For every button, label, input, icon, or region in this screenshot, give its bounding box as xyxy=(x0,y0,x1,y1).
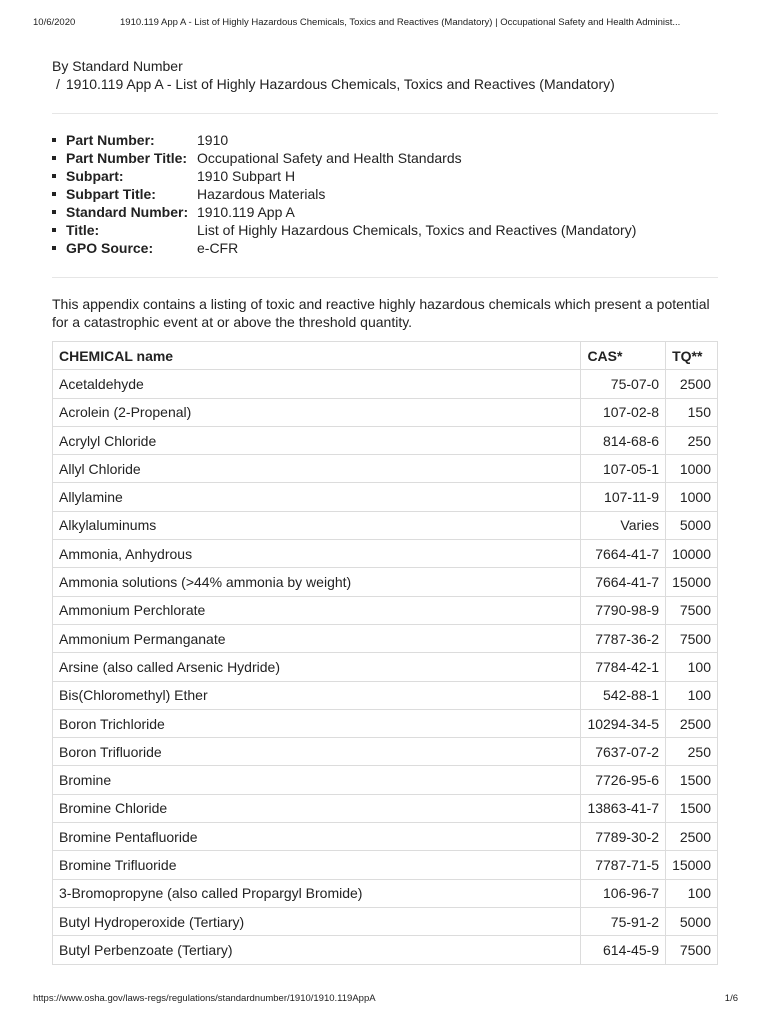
cas-number-cell: 75-91-2 xyxy=(581,907,666,935)
threshold-quantity-cell: 15000 xyxy=(666,851,718,879)
metadata-value: 1910 xyxy=(197,132,229,148)
chemical-name-cell: Boron Trichloride xyxy=(53,709,581,737)
cas-number-cell: 814-68-6 xyxy=(581,426,666,454)
cas-number-cell: 106-96-7 xyxy=(581,879,666,907)
table-row xyxy=(53,709,718,737)
cas-number-cell: 614-45-9 xyxy=(581,936,666,964)
cas-number-cell: 107-05-1 xyxy=(581,455,666,483)
metadata-value: 1910 Subpart H xyxy=(197,168,296,184)
chemical-name-cell: Ammonium Permanganate xyxy=(53,624,581,652)
cas-number-cell: 7664-41-7 xyxy=(581,568,666,596)
table-row xyxy=(53,823,718,851)
table-row xyxy=(53,398,718,426)
table-row xyxy=(53,681,718,709)
table-row xyxy=(53,596,718,624)
chemicals-table xyxy=(52,341,718,965)
table-row xyxy=(53,455,718,483)
threshold-quantity-cell: 100 xyxy=(666,879,718,907)
chemical-name-cell: Butyl Hydroperoxide (Tertiary) xyxy=(53,907,581,935)
bullet-icon xyxy=(52,138,66,142)
threshold-quantity-cell: 100 xyxy=(666,653,718,681)
chemical-name-cell: Butyl Perbenzoate (Tertiary) xyxy=(53,936,581,964)
threshold-quantity-cell: 10000 xyxy=(666,540,718,568)
metadata-item xyxy=(52,203,636,221)
table-row xyxy=(53,936,718,964)
table-row xyxy=(53,624,718,652)
chemical-name-cell: Bromine Trifluoride xyxy=(53,851,581,879)
threshold-quantity-cell: 1500 xyxy=(666,794,718,822)
cas-number-cell: 7726-95-6 xyxy=(581,766,666,794)
metadata-label: Subpart: xyxy=(66,168,124,184)
bullet-icon xyxy=(52,228,66,232)
chemical-name-cell: Bromine Pentafluoride xyxy=(53,823,581,851)
threshold-quantity-cell: 250 xyxy=(666,426,718,454)
metadata-value: 1910.119 App A xyxy=(197,204,295,220)
threshold-quantity-cell: 250 xyxy=(666,738,718,766)
standard-metadata-list xyxy=(52,131,636,257)
threshold-quantity-cell: 7500 xyxy=(666,936,718,964)
cas-number-cell: 7789-30-2 xyxy=(581,823,666,851)
cas-number-cell: 542-88-1 xyxy=(581,681,666,709)
cas-number-cell: 7664-41-7 xyxy=(581,540,666,568)
threshold-quantity-cell: 2500 xyxy=(666,823,718,851)
table-row xyxy=(53,653,718,681)
breadcrumb xyxy=(52,57,615,93)
threshold-quantity-cell: 7500 xyxy=(666,624,718,652)
chemical-name-cell: Acrylyl Chloride xyxy=(53,426,581,454)
chemical-name-cell: Bromine xyxy=(53,766,581,794)
metadata-item xyxy=(52,167,636,185)
chemical-name-cell: Ammonium Perchlorate xyxy=(53,596,581,624)
threshold-quantity-cell: 5000 xyxy=(666,511,718,539)
chemical-name-cell: Boron Trifluoride xyxy=(53,738,581,766)
metadata-value: Occupational Safety and Health Standards xyxy=(197,150,462,166)
threshold-quantity-cell: 1000 xyxy=(666,455,718,483)
chemical-name-cell: Acrolein (2-Propenal) xyxy=(53,398,581,426)
bullet-icon xyxy=(52,246,66,250)
chemical-name-cell: Allyl Chloride xyxy=(53,455,581,483)
threshold-quantity-cell: 7500 xyxy=(666,596,718,624)
table-row xyxy=(53,370,718,398)
table-header-row xyxy=(53,342,718,370)
column-header-tq: TQ** xyxy=(666,342,718,370)
bullet-icon xyxy=(52,174,66,178)
print-date: 10/6/2020 xyxy=(33,17,76,28)
metadata-label: Title: xyxy=(66,222,100,238)
table-row xyxy=(53,879,718,907)
table-row xyxy=(53,851,718,879)
cas-number-cell: 10294-34-5 xyxy=(581,709,666,737)
chemical-name-cell: Ammonia, Anhydrous xyxy=(53,540,581,568)
chemical-name-cell: Arsine (also called Arsenic Hydride) xyxy=(53,653,581,681)
cas-number-cell: 7787-36-2 xyxy=(581,624,666,652)
threshold-quantity-cell: 2500 xyxy=(666,370,718,398)
metadata-label: Subpart Title: xyxy=(66,186,156,202)
table-row xyxy=(53,766,718,794)
threshold-quantity-cell: 15000 xyxy=(666,568,718,596)
metadata-item xyxy=(52,149,636,167)
cas-number-cell: 107-02-8 xyxy=(581,398,666,426)
threshold-quantity-cell: 5000 xyxy=(666,907,718,935)
cas-number-cell: Varies xyxy=(581,511,666,539)
threshold-quantity-cell: 2500 xyxy=(666,709,718,737)
chemical-name-cell: Alkylaluminums xyxy=(53,511,581,539)
breadcrumb-parent-link[interactable]: By Standard Number xyxy=(52,58,183,74)
table-row xyxy=(53,738,718,766)
metadata-label: Standard Number: xyxy=(66,204,189,220)
column-header-cas: CAS* xyxy=(581,342,666,370)
print-header xyxy=(33,17,738,31)
chemical-name-cell: 3-Bromopropyne (also called Propargyl Bromide) xyxy=(53,879,581,907)
cas-number-cell: 7787-71-5 xyxy=(581,851,666,879)
cas-number-cell: 7637-07-2 xyxy=(581,738,666,766)
metadata-value: List of Highly Hazardous Chemicals, Toxics and Reactives (Mandatory) xyxy=(197,222,637,238)
appendix-intro: This appendix contains a listing of toxic and reactive highly hazardous chemicals which present a potential for a catastrophic event at or above the threshold quantity. xyxy=(52,296,710,330)
threshold-quantity-cell: 150 xyxy=(666,398,718,426)
bullet-icon xyxy=(52,156,66,160)
column-header-chemical: CHEMICAL name xyxy=(53,342,581,370)
print-page-title: 1910.119 App A - List of Highly Hazardous Chemicals, Toxics and Reactives (Mandatory) | Occupational Safety and Health Administ... xyxy=(120,17,681,28)
metadata-item xyxy=(52,221,636,239)
table-row xyxy=(53,540,718,568)
table-row xyxy=(53,568,718,596)
divider xyxy=(52,277,718,278)
cas-number-cell: 75-07-0 xyxy=(581,370,666,398)
print-page-number: 1/6 xyxy=(724,993,738,1004)
table-row xyxy=(53,794,718,822)
threshold-quantity-cell: 100 xyxy=(666,681,718,709)
metadata-value: Hazardous Materials xyxy=(197,186,326,202)
chemical-name-cell: Bis(Chloromethyl) Ether xyxy=(53,681,581,709)
breadcrumb-current: 1910.119 App A - List of Highly Hazardous Chemicals, Toxics and Reactives (Mandatory) xyxy=(65,76,615,92)
chemical-name-cell: Bromine Chloride xyxy=(53,794,581,822)
cas-number-cell: 7784-42-1 xyxy=(581,653,666,681)
print-url: https://www.osha.gov/laws-regs/regulations/standardnumber/1910/1910.119AppA xyxy=(33,993,376,1004)
chemical-name-cell: Ammonia solutions (>44% ammonia by weight) xyxy=(53,568,581,596)
table-row xyxy=(53,483,718,511)
table-row xyxy=(53,426,718,454)
threshold-quantity-cell: 1500 xyxy=(666,766,718,794)
metadata-label: GPO Source: xyxy=(66,240,154,256)
chemical-name-cell: Allylamine xyxy=(53,483,581,511)
metadata-value: e-CFR xyxy=(197,240,239,256)
table-row xyxy=(53,907,718,935)
table-row xyxy=(53,511,718,539)
divider xyxy=(52,113,718,114)
metadata-item xyxy=(52,185,636,203)
bullet-icon xyxy=(52,210,66,214)
metadata-item xyxy=(52,131,636,149)
bullet-icon xyxy=(52,192,66,196)
chemical-name-cell: Acetaldehyde xyxy=(53,370,581,398)
metadata-label: Part Number: xyxy=(66,132,155,148)
metadata-label: Part Number Title: xyxy=(66,150,188,166)
breadcrumb-separator: / xyxy=(56,76,60,92)
cas-number-cell: 107-11-9 xyxy=(581,483,666,511)
cas-number-cell: 7790-98-9 xyxy=(581,596,666,624)
metadata-item xyxy=(52,239,636,257)
threshold-quantity-cell: 1000 xyxy=(666,483,718,511)
cas-number-cell: 13863-41-7 xyxy=(581,794,666,822)
